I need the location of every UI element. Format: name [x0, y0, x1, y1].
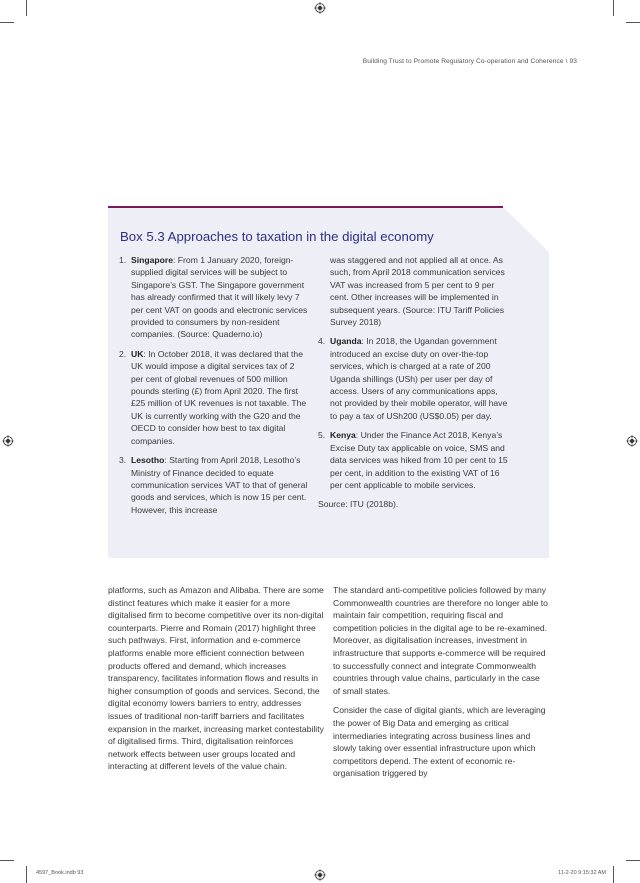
box-list-left — [119, 254, 309, 516]
item-country: Lesotho — [131, 455, 165, 466]
box-title: Box 5.3 Approaches to taxation in the digital economy — [120, 229, 434, 244]
box-right-column — [318, 254, 508, 511]
body-right-column — [333, 584, 549, 787]
list-item — [119, 454, 309, 516]
print-footer-file: 4597_Book.indb 93 — [36, 870, 84, 876]
body-left-column — [108, 584, 324, 780]
body-paragraph: Consider the case of digital giants, which are leveraging the power of Big Data and emerging as critical intermediaries integrating across business lines and slowly taking over essential infrastructure upon which competitors depend. The extent of economic re-organisation triggered by — [333, 705, 546, 779]
body-paragraph: platforms, such as Amazon and Alibaba. There are some distinct features which make it easier for a more digitalised firm to become competitive over its non-digital counterparts. Pierre and Romain (2017) highlight three such pathways. First, information and e-commerce platforms enable more efficient connection between products offered and demand, which increases transparency, facilitates information flows and results in higher consumption of goods and services. Second, the digital economy lowers barriers to entry, addresses issues of traditional non-tariff barriers and facilitates expansion in the market, increasing market contestability of digitalised firms. Third, digitalisation reinforces network effects between user groups located and interacting at different levels of the value chain. — [108, 585, 324, 772]
item-country: Kenya — [330, 430, 356, 441]
crop-mark — [626, 22, 640, 23]
crop-mark — [26, 0, 27, 16]
item-text: : In 2018, the Ugandan government introduced an excise duty on over-the-top services, which is charged at a rate of 200 Uganda shillings (USh) per user per day of access. Users of any communications apps, not provided by their mobile operator, will have to pay a tax of USh200 (US$0.05) per day. — [330, 336, 508, 421]
list-item — [318, 335, 508, 422]
crop-mark — [0, 22, 14, 23]
crop-mark — [0, 860, 14, 861]
registration-mark-icon — [2, 435, 14, 447]
item-number: 5. — [318, 430, 326, 441]
item-text: : Starting from April 2018, Lesotho’s Ministry of Finance decided to equate communication services VAT to that of general goods and services, which is now 15 per cent. However, this increase — [131, 455, 308, 515]
list-item — [119, 254, 309, 341]
registration-mark-icon — [314, 869, 326, 881]
item-country: UK — [131, 348, 144, 359]
item-number: 3. — [119, 455, 127, 466]
item-number: 4. — [318, 336, 326, 347]
item-country: Uganda — [330, 336, 362, 347]
item-text: : In October 2018, it was declared that the UK would impose a digital services tax of 2 per cent of global revenues of 500 million pounds sterling (£) from April 2020. The first £25 million of UK revenues is not taxable. The UK is currently working with the G20 and the OECD to consider how best to tax digital companies. — [131, 348, 307, 446]
item-text: : Under the Finance Act 2018, Kenya’s Excise Duty tax applicable on voice, SMS and data services was hiked from 10 per cent to 15 per cent, in addition to the existing VAT of 16 per cent applicable to mobile services. — [330, 430, 508, 490]
box-list-right — [318, 335, 508, 491]
crop-mark — [613, 0, 614, 16]
registration-mark-icon — [314, 2, 326, 14]
item-country: Singapore — [131, 255, 174, 265]
box-source: Source: ITU (2018b). — [318, 499, 399, 510]
item-text: : From 1 January 2020, foreign-supplied digital services will be subject to Singapore’s GST. The Singapore government has already confirmed that it will likely levy 7 per cent VAT on goods and electronic services provided to consumers by non-resident companies. (Source: Quaderno.io) — [131, 255, 308, 340]
box-left-column — [119, 254, 309, 523]
list-item — [119, 348, 309, 447]
crop-mark — [613, 866, 614, 883]
crop-mark — [626, 860, 640, 861]
item-number: 2. — [119, 348, 127, 359]
body-paragraph: The standard anti-competitive policies followed by many Commonwealth countries are therefore no longer able to maintain fair competition, requiring fiscal and competition policies in the digital age to be re-examined. Moreover, as digitalisation increases, investment in infrastructure that supports e-commerce will be required to successfully connect and integrate Commonwealth countries through value chains, particularly in the case of small states. — [333, 585, 548, 696]
running-head: Building Trust to Promote Regulatory Co-operation and Coherence \ 93 — [362, 58, 577, 65]
print-footer-timestamp: 11-2-20 9:15:32 AM — [558, 870, 606, 876]
crop-mark — [26, 866, 27, 883]
registration-mark-icon — [626, 435, 638, 447]
list-item — [318, 429, 508, 491]
item-continuation: was staggered and not applied all at once. As such, from April 2018 communication services VAT was increased from 5 per cent to 9 per cent. Other increases will be implemented in subsequent years. (Source: ITU Tariff Policies Survey 2018) — [330, 255, 505, 328]
item-number: 1. — [119, 255, 127, 265]
box-top-rule — [108, 206, 503, 208]
